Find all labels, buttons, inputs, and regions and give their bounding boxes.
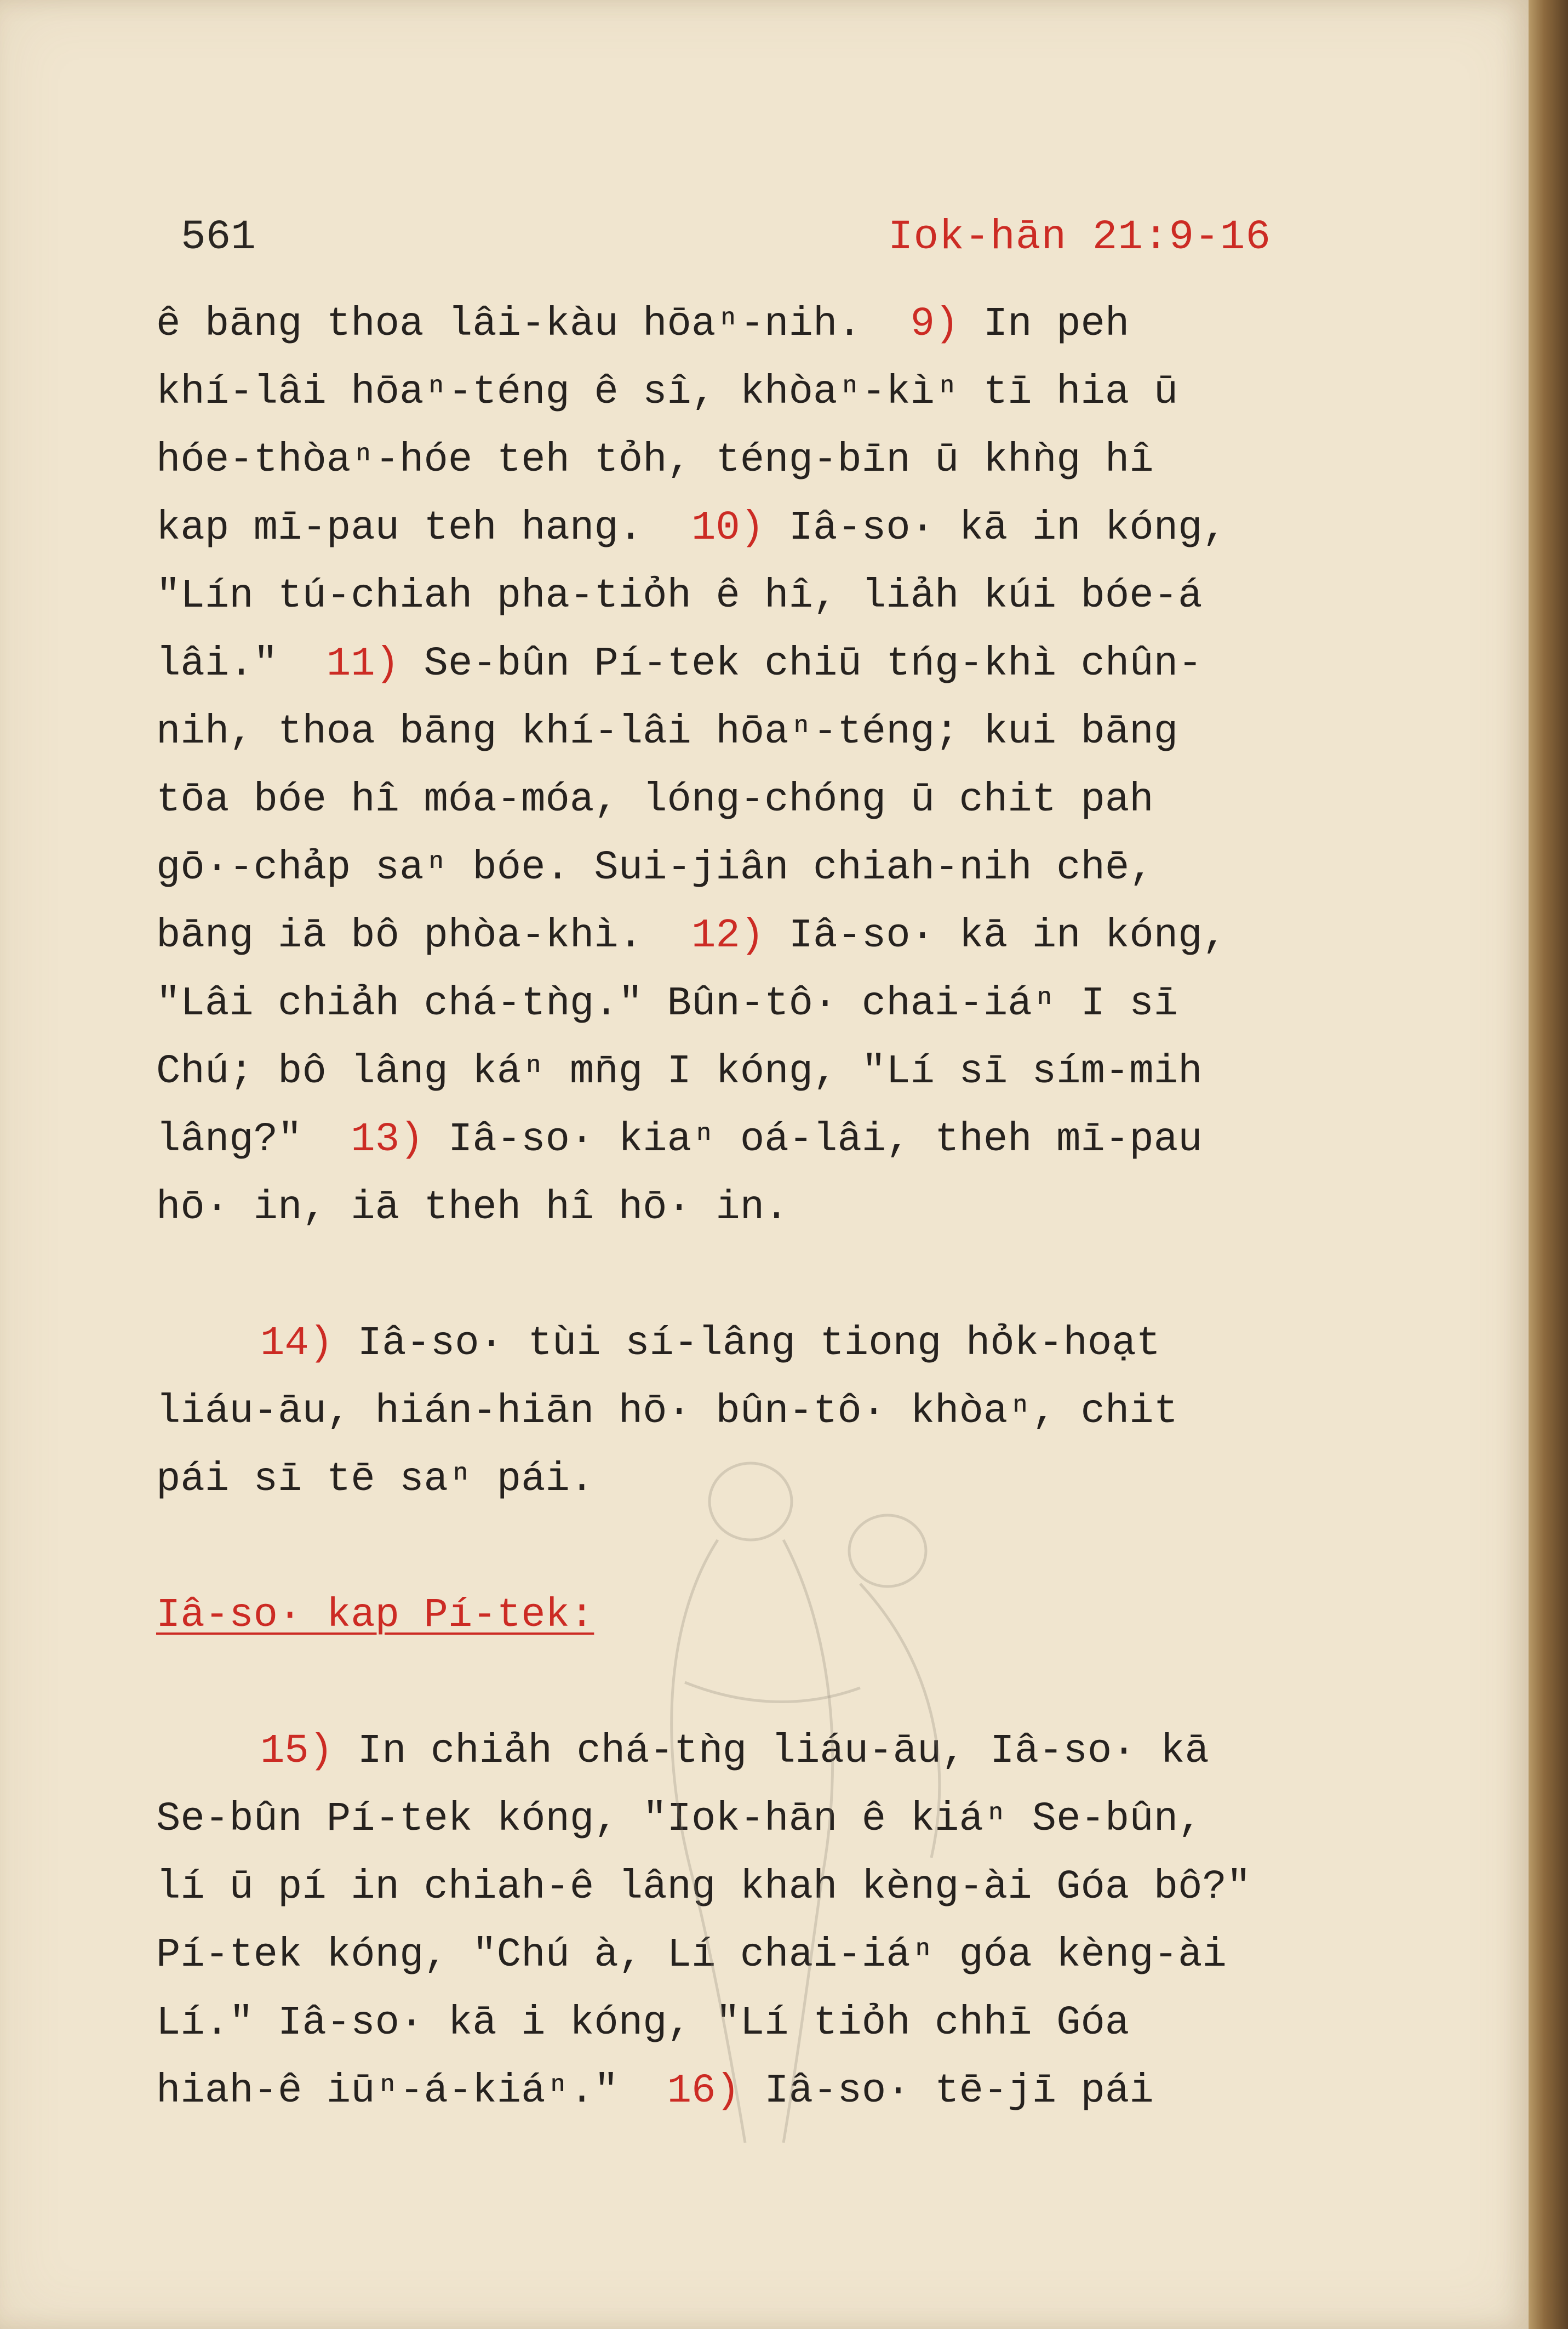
text-line: kap mī-pau teh hang. 10) Iâ-so· kā in kóng, bbox=[156, 505, 1227, 551]
text-line: khí-lâi hōaⁿ-téng ê sî, khòaⁿ-kìⁿ tī hia ū bbox=[156, 369, 1178, 415]
verse-number: 14) bbox=[260, 1321, 334, 1367]
text-line: liáu-āu, hián-hiān hō· bûn-tô· khòaⁿ, chit bbox=[156, 1389, 1178, 1435]
text-line: lâng?" 13) Iâ-so· kiaⁿ oá-lâi, theh mī-pau bbox=[156, 1117, 1203, 1163]
verse-number: 13) bbox=[351, 1117, 424, 1163]
page-header bbox=[181, 214, 1271, 274]
text-line: Lí." Iâ-so· kā i kóng, "Lí tiỏh chhī Góa bbox=[156, 2000, 1130, 2046]
text-line: ê bāng thoa lâi-kàu hōaⁿ-nih. 9) In peh bbox=[156, 301, 1130, 347]
verse-number: 10) bbox=[691, 505, 765, 551]
paragraph-gap bbox=[156, 1242, 1383, 1310]
text-line: "Lâi chiảh chá-tǹg." Bûn-tô· chai-iáⁿ I sī bbox=[156, 981, 1178, 1027]
text-line: gō·-chảp saⁿ bóe. Sui-jiân chiah-nih chē, bbox=[156, 845, 1154, 891]
text-line: bāng iā bô phòa-khì. 12) Iâ-so· kā in kóng, bbox=[156, 913, 1227, 959]
text-line: Se-bûn Pí-tek kóng, "Iok-hān ê kiáⁿ Se-bûn, bbox=[156, 1796, 1203, 1842]
text-line: Chú; bô lâng káⁿ mn̄g I kóng, "Lí sī sím-mih bbox=[156, 1049, 1203, 1095]
text-line: 15) In chiảh chá-tǹg liáu-āu, Iâ-so· kā bbox=[260, 1728, 1209, 1774]
faint-pencil-sketch bbox=[603, 1452, 986, 2165]
verse-number: 9) bbox=[910, 301, 959, 347]
text-line: Pí-tek kóng, "Chú à, Lí chai-iáⁿ góa kèng-ài bbox=[156, 1932, 1227, 1978]
text-line: "Lín tú-chiah pha-tiỏh ê hî, liảh kúi bóe-á bbox=[156, 573, 1203, 619]
text-line: hóe-thòaⁿ-hóe teh tỏh, téng-bīn ū khǹg hî bbox=[156, 437, 1154, 483]
verse-number: 16) bbox=[667, 2068, 740, 2114]
running-title: Iok-hān 21:9-16 bbox=[888, 214, 1271, 261]
page-number: 561 bbox=[181, 214, 256, 261]
text-line: tōa bóe hî móa-móa, lóng-chóng ū chit pah bbox=[156, 777, 1154, 823]
text-line: hō· in, iā theh hî hō· in. bbox=[156, 1185, 789, 1231]
text-line: pái sī tē saⁿ pái. bbox=[156, 1457, 594, 1503]
verse-number: 12) bbox=[691, 913, 765, 959]
section-heading: Iâ-so· kap Pí-tek: bbox=[156, 1592, 594, 1639]
book-binding-edge bbox=[1529, 0, 1568, 2329]
text-line: lí ū pí in chiah-ê lâng khah kèng-ài Góa bô?" bbox=[156, 1864, 1251, 1910]
paragraph bbox=[156, 290, 1383, 1242]
text-line: hiah-ê iūⁿ-á-kiáⁿ." 16) Iâ-so· tē-jī pái bbox=[156, 2068, 1154, 2114]
text-line: lâi." 11) Se-bûn Pí-tek chiū tńg-khì chûn- bbox=[156, 641, 1203, 687]
verse-number: 15) bbox=[260, 1728, 334, 1774]
text-line: nih, thoa bāng khí-lâi hōaⁿ-téng; kui bāng bbox=[156, 709, 1178, 755]
verse-number: 11) bbox=[326, 641, 400, 687]
text-line: 14) Iâ-so· tùi sí-lâng tiong hỏk-hoạt bbox=[260, 1321, 1161, 1367]
